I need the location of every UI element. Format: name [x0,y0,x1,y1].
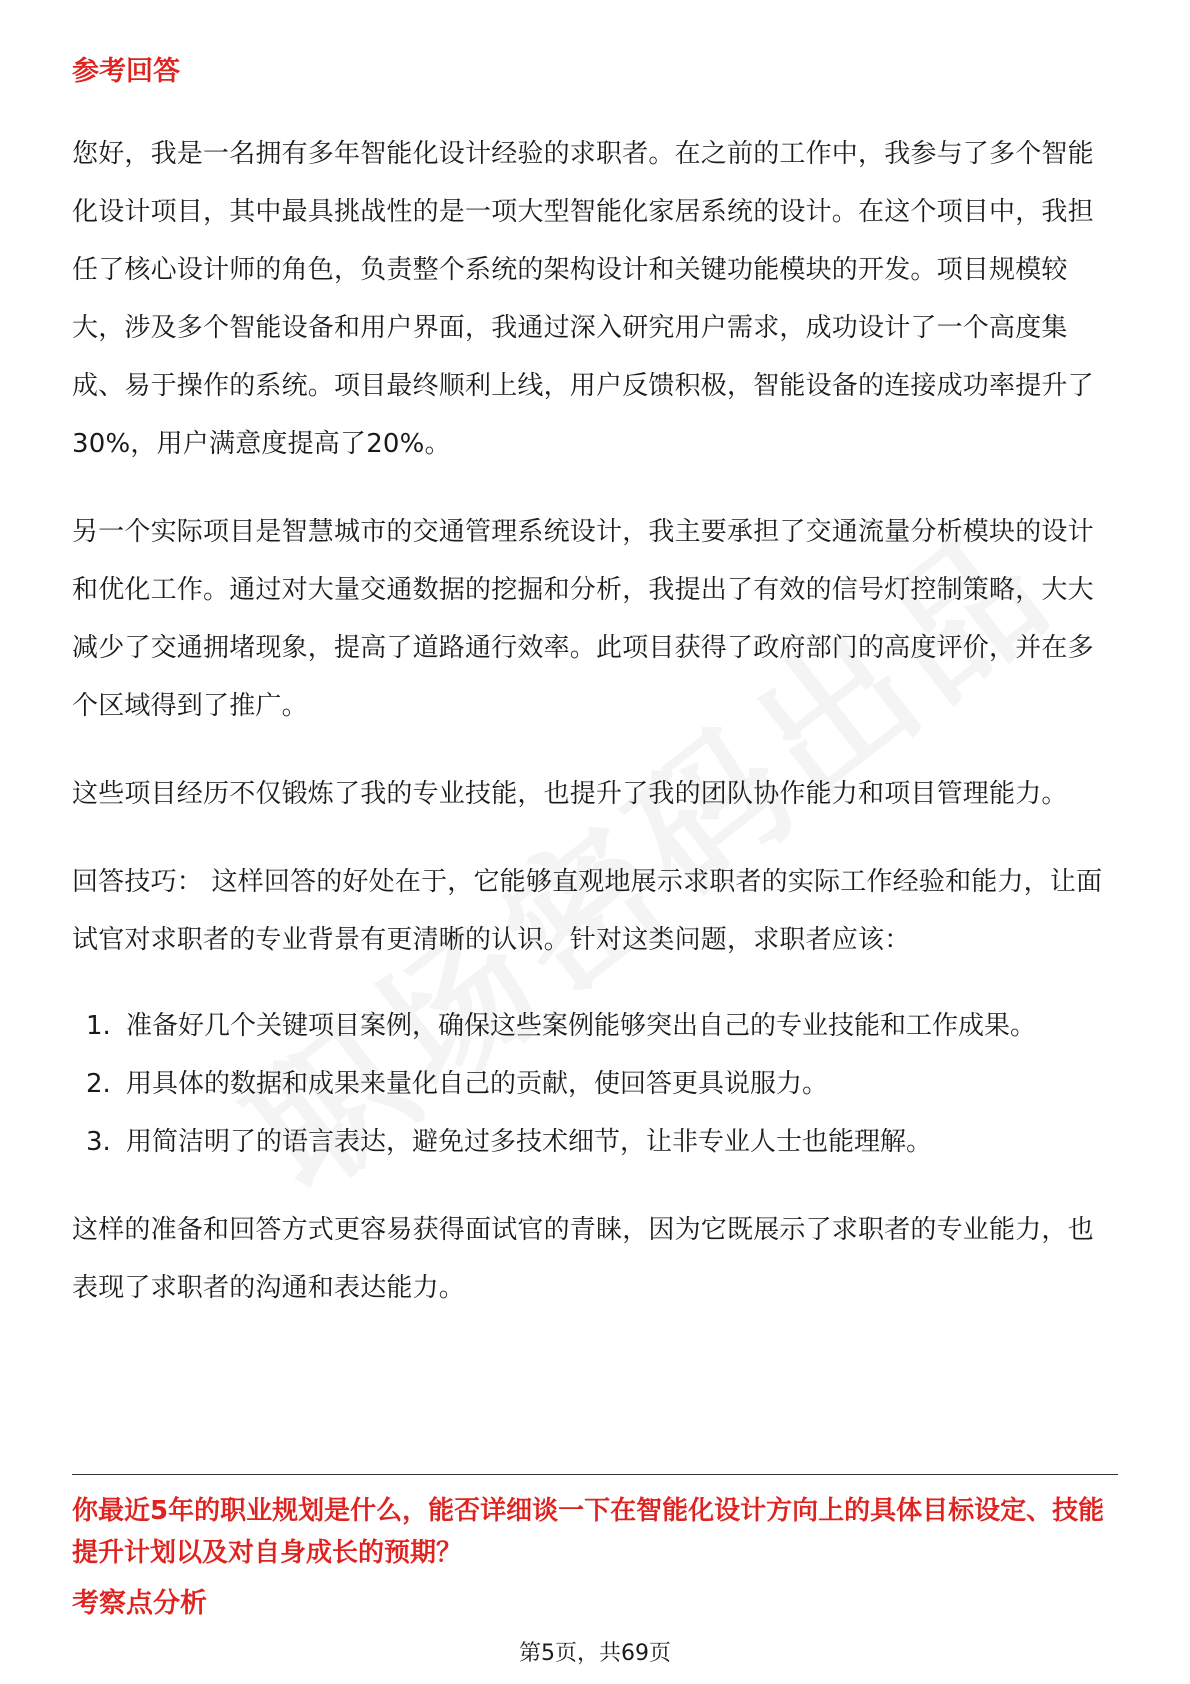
list-item [72,997,1118,1055]
list-item-number: 1. [86,1011,111,1041]
tips-paragraph: 回答技巧： 这样回答的好处在于，它能够直观地展示求职者的实际工作经验和能力，让面试官对求职者的专业背景有更清晰的认识。针对这类问题，求职者应该： [72,867,1103,955]
list-item [72,1113,1118,1171]
next-question: 你最近5年的职业规划是什么，能否详细谈一下在智能化设计方向上的具体目标设定、技能提升计划以及对自身成长的预期？ [72,1496,1105,1568]
section-divider [72,1474,1118,1475]
page-content [72,52,1118,1317]
list-item-text: 用具体的数据和成果来量化自己的贡献，使回答更具说服力。 [126,1069,829,1099]
list-item-number: 2. [86,1069,111,1099]
answer-paragraph-1: 您好，我是一名拥有多年智能化设计经验的求职者。在之前的工作中，我参与了多个智能化设计项目，其中最具挑战性的是一项大型智能化家居系统的设计。在这个项目中，我担任了核心设计师的角色，负责整个系统的架构设计和关键功能模块的开发。项目规模较大，涉及多个智能设备和用户界面，我通过深入研究用户需求，成功设计了一个高度集成、易于操作的系统。项目最终顺利上线，用户反馈积极，智能设备的连接成功率提升了30%，用户满意度提高了20%。 [72,139,1094,459]
analysis-heading: 考察点分析 [72,1588,207,1619]
closing-paragraph: 这样的准备和回答方式更容易获得面试官的青睐，因为它既展示了求职者的专业能力，也表现了求职者的沟通和表达能力。 [72,1215,1094,1303]
page-footer: 第5页，共69页 [519,1641,671,1666]
list-item-text: 准备好几个关键项目案例，确保这些案例能够突出自己的专业技能和工作成果。 [126,1011,1037,1041]
list-item-text: 用简洁明了的语言表达，避免过多技术细节，让非专业人士也能理解。 [126,1127,933,1157]
reference-answer-heading: 参考回答 [72,56,180,87]
answer-paragraph-2: 另一个实际项目是智慧城市的交通管理系统设计，我主要承担了交通流量分析模块的设计和优化工作。通过对大量交通数据的挖掘和分析，我提出了有效的信号灯控制策略，大大减少了交通拥堵现象，提高了道路通行效率。此项目获得了政府部门的高度评价，并在多个区域得到了推广。 [72,517,1094,721]
tips-list [72,997,1118,1171]
answer-paragraph-3: 这些项目经历不仅锻炼了我的专业技能，也提升了我的团队协作能力和项目管理能力。 [72,779,1068,809]
list-item-number: 3. [86,1127,111,1157]
list-item [72,1055,1118,1113]
